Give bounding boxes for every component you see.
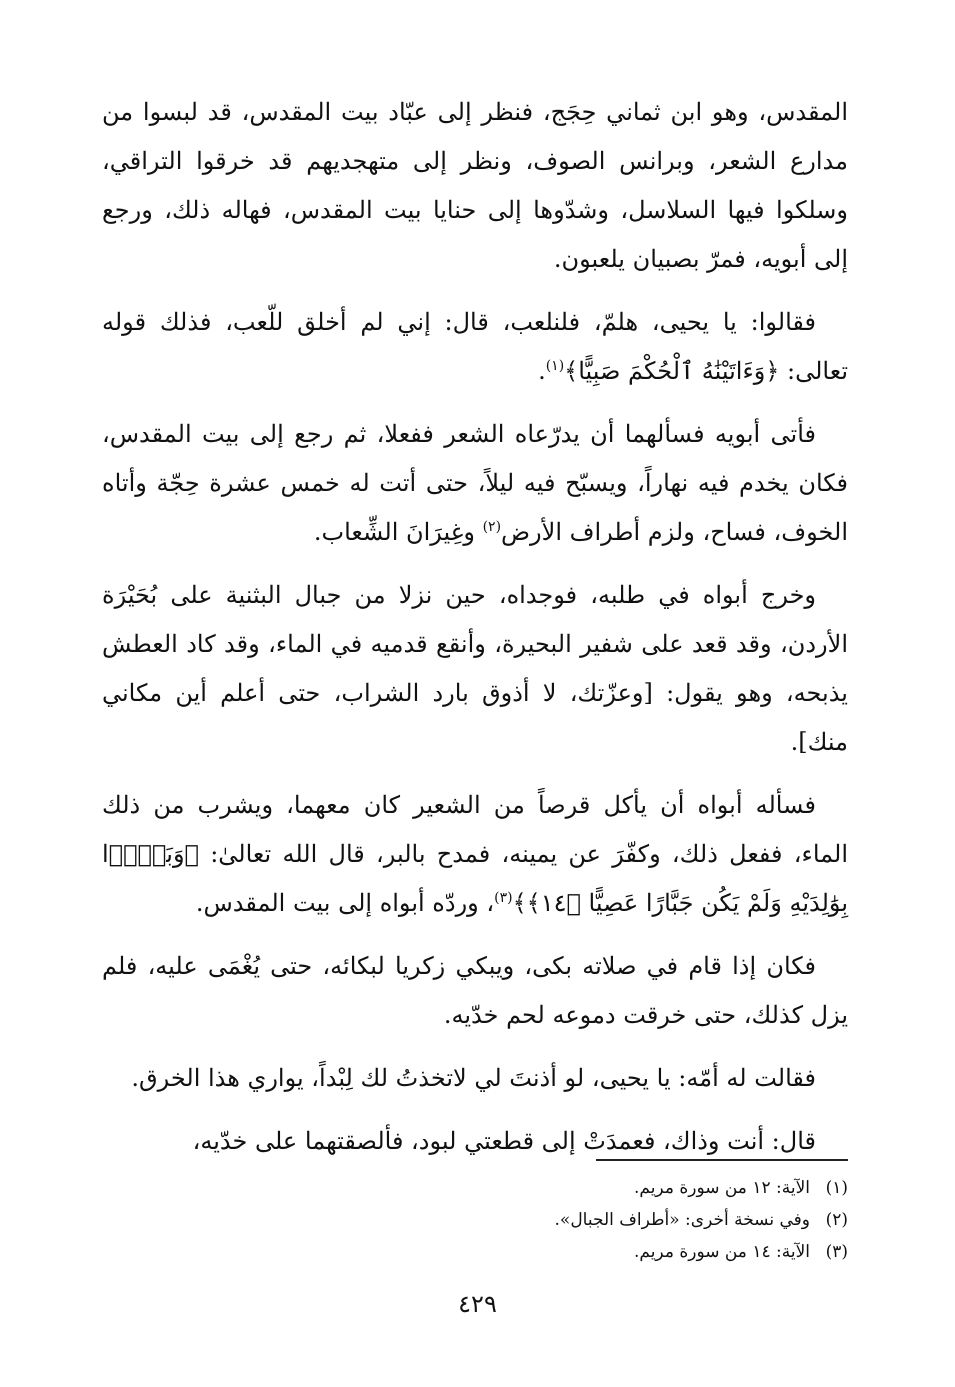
paragraph-7-text: فقالت له أمّه: يا يحيى، لو أذنتَ لي لاتخذتُ لك لِبْداً، يواري هذا الخرق. bbox=[131, 1064, 816, 1092]
paragraph-1-text: المقدس، وهو ابن ثماني حِجَج، فنظر إلى عبّاد بيت المقدس، قد لبسوا من مدارع الشعر، وبرانس الصوف، ونظر إلى متهجديهم قد خرقوا التراقي، وسلكوا فيها السلاسل، وشدّوها إلى حنايا بيت المقدس، فهاله ذلك، ورجع إلى أبويه، فمرّ بصبيان يلعبون. bbox=[102, 98, 848, 273]
paragraph-4 bbox=[102, 571, 848, 767]
page-number: ٤٢٩ bbox=[458, 1290, 497, 1318]
main-text bbox=[102, 88, 848, 1180]
footnote-separator bbox=[596, 1159, 848, 1161]
paragraph-6 bbox=[102, 942, 848, 1040]
paragraph-6-text: فكان إذا قام في صلاته بكى، ويبكي زكريا لبكائه، حتى يُغْمَى عليه، فلم يزل كذلك، حتى خرقت دموعه لحم خدّيه. bbox=[102, 952, 848, 1029]
footnote-3-number: (٣) bbox=[825, 1242, 848, 1262]
paragraph-3-text: فأتى أبويه فسألهما أن يدرّعاه الشعر ففعلا، ثم رجع إلى بيت المقدس، فكان يخدم فيه نهاراً، ويسبّح فيه ليلاً، حتى أتت له خمس عشرة حِجّة وأتاه الخوف، فساح، ولزم أطراف الأرض bbox=[102, 420, 848, 546]
paragraph-7 bbox=[102, 1054, 848, 1103]
footnotes bbox=[348, 1172, 848, 1268]
footnote-ref-1: (١) bbox=[545, 358, 565, 374]
footnote-2 bbox=[348, 1204, 848, 1236]
paragraph-8-text: قال: أنت وذاك، فعمدَتْ إلى قطعتي لبود، فألصقتهما على خدّيه، bbox=[192, 1127, 816, 1155]
paragraph-2 bbox=[102, 298, 848, 396]
footnote-3 bbox=[348, 1236, 848, 1268]
paragraph-1 bbox=[102, 88, 848, 284]
paragraph-5-text: فسأله أبواه أن يأكل قرصاً من الشعير كان معهما، ويشرب من ذلك الماء، ففعل ذلك، وكفّرَ عن يمينه، فمدح بالبر، قال الله تعالىٰ: ﴿وَبَرًّۢا بِوَٰلِدَيْهِ وَلَمْ يَكُن جَبَّارًا عَصِيًّا ﴿١٤﴾﴾ bbox=[102, 791, 848, 917]
paragraph-2-text-after: . bbox=[538, 357, 546, 385]
footnote-2-text: وفي نسخة أخرى: «أطراف الجبال». bbox=[554, 1210, 810, 1230]
paragraph-4-text: وخرج أبواه في طلبه، فوجداه، حين نزلا من جبال البثنية على بُحَيْرَة الأردن، وقد قعد على شفير البحيرة، وأنقع قدميه في الماء، وقد كاد العطش يذبحه، وهو يقول: [وعزّتك، لا أذوق بارد الشراب، حتى أعلم أين مكاني منك]. bbox=[102, 581, 848, 756]
paragraph-5 bbox=[102, 781, 848, 928]
footnote-1-text: الآية: ١٢ من سورة مريم. bbox=[633, 1178, 810, 1198]
paragraph-3 bbox=[102, 410, 848, 557]
footnote-2-number: (٢) bbox=[825, 1210, 848, 1230]
paragraph-3-text-after: وغِيرَانَ الشِّعاب. bbox=[313, 518, 483, 546]
footnote-ref-2: (٢) bbox=[482, 519, 502, 535]
footnote-ref-3: (٣) bbox=[494, 890, 513, 906]
footnote-1 bbox=[348, 1172, 848, 1204]
footnote-3-text: الآية: ١٤ من سورة مريم. bbox=[633, 1242, 810, 1262]
paragraph-2-text: فقالوا: يا يحيى، هلمّ، فلنلعب، قال: إني لم أخلق للّعب، فذلك قوله تعالى: ﴿وَءَاتَيْنَٰهُ ٱلْحُكْمَ صَبِيًّا﴾ bbox=[102, 308, 848, 385]
footnote-1-number: (١) bbox=[825, 1178, 848, 1198]
paragraph-5-text-after: ، وردّه أبواه إلى بيت المقدس. bbox=[195, 889, 495, 917]
